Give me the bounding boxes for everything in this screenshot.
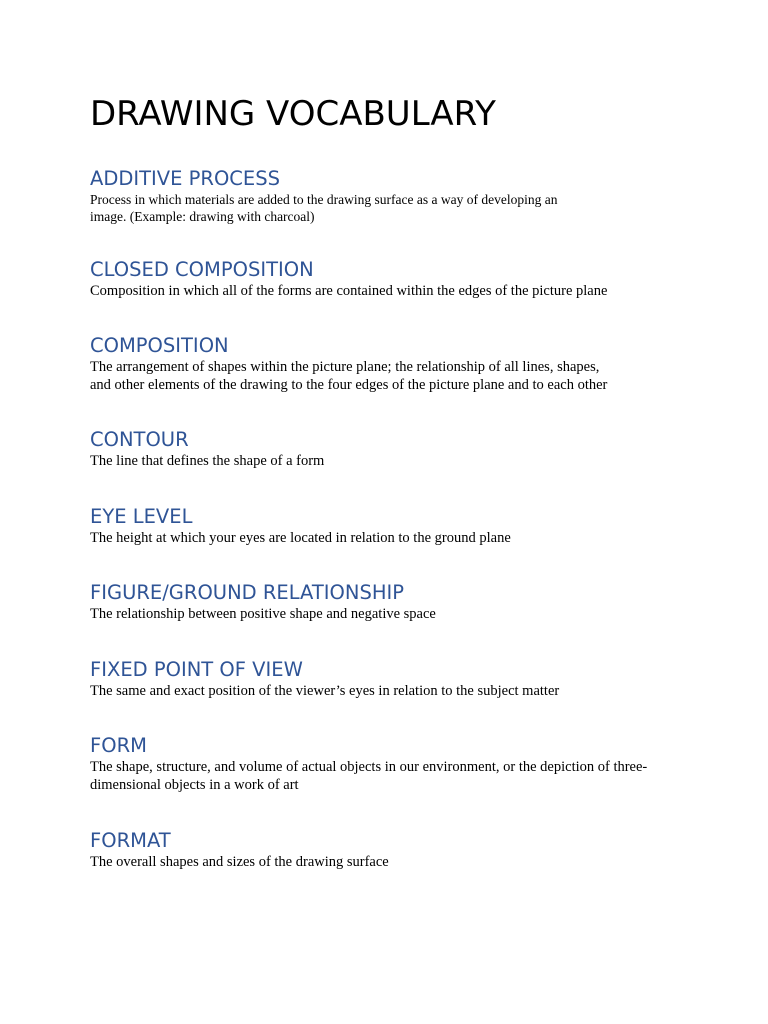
term-definition [90,682,690,700]
definition-line: The same and exact position of the viewer’s eyes in relation to the subject matter [90,683,560,699]
definition-line: Composition in which all of the forms are contained within the edges of the picture plane [90,283,608,299]
definition-line: The line that defines the shape of a form [90,453,325,469]
term-definition [90,529,690,547]
vocab-entry-form [90,734,690,794]
term-definition [90,758,690,794]
definition-line: dimensional objects in a work of art [90,777,299,793]
term-definition [90,605,690,623]
term-heading: ADDITIVE PROCESS [90,167,280,190]
vocab-entry-closed-composition [90,258,690,300]
term-heading: EYE LEVEL [90,505,193,528]
vocab-entry-fixed-point-of-view [90,658,690,700]
vocab-entry-composition [90,334,690,394]
vocab-entry-contour [90,428,690,470]
term-heading: FIGURE/GROUND RELATIONSHIP [90,581,405,604]
document-title: DRAWING VOCABULARY [90,94,496,134]
term-definition [90,282,690,300]
term-definition [90,191,690,225]
term-heading: FORMAT [90,829,171,852]
vocab-entry-format [90,829,690,871]
vocab-entry-eye-level [90,505,690,547]
definition-line: Process in which materials are added to the drawing surface as a way of developing an [90,192,558,207]
term-definition [90,853,690,871]
definition-line: image. (Example: drawing with charcoal) [90,209,315,224]
definition-line: The relationship between positive shape and negative space [90,606,436,622]
definition-line: The arrangement of shapes within the picture plane; the relationship of all lines, shapes, [90,359,600,375]
term-heading: CLOSED COMPOSITION [90,258,314,281]
term-heading: FIXED POINT OF VIEW [90,658,303,681]
term-definition [90,358,690,394]
document-page [90,0,690,1024]
vocab-entry-additive-process [90,167,690,225]
definition-line: The height at which your eyes are located in relation to the ground plane [90,530,511,546]
term-heading: FORM [90,734,147,757]
definition-line: The shape, structure, and volume of actual objects in our environment, or the depiction of three- [90,759,648,775]
term-definition [90,452,690,470]
vocab-entry-figure-ground-relationship [90,581,690,623]
definition-line: The overall shapes and sizes of the drawing surface [90,854,389,870]
term-heading: CONTOUR [90,428,189,451]
term-heading: COMPOSITION [90,334,229,357]
definition-line: and other elements of the drawing to the four edges of the picture plane and to each other [90,377,608,393]
